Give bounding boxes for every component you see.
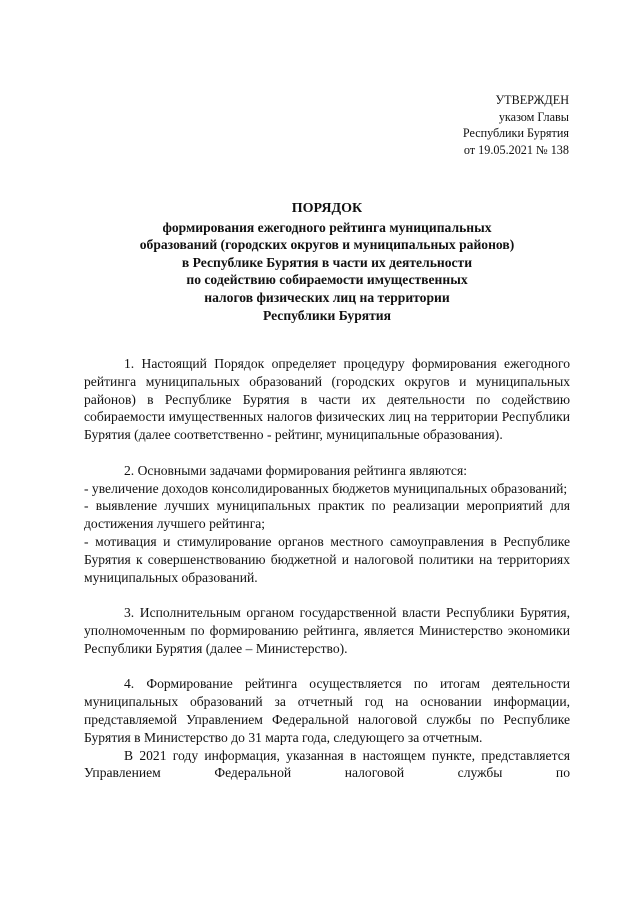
title-heading: ПОРЯДОК [291,201,363,216]
title-line: Республики Бурятия [262,307,391,323]
paragraph-4-continuation: В 2021 году информация, указанная в настоящем пункте, представляется Управлением Федеральной налоговой службы по [84,747,570,781]
title-line: налогов физических лиц на территории [204,289,450,305]
title-line: образований (городских округов и муниципальных районов) [139,237,515,253]
approval-decree: указом Главы [498,109,569,124]
title-line: в Республике Бурятия в части их деятельности [181,254,473,270]
paragraph-2-item-2: - выявление лучших муниципальных практик по реализации мероприятий для достижения лучшего рейтинга; [84,498,570,532]
document-body [84,355,570,782]
paragraph-4: 4. Формирование рейтинга осуществляется по итогам деятельности муниципальных образований за отчетный год на основании информации, представляемой Управлением Федеральной налоговой службы по Республике Бурятия в Министерство до 31 марта года, следующего за отчетным. [84,676,570,745]
paragraph-3: 3. Исполнительным органом государственной власти Республики Бурятия, уполномоченным по формированию рейтинга, является Министерство экономики Республики Бурятия (далее – Министерство). [84,605,570,656]
paragraph-1: 1. Настоящий Порядок определяет процедуру формирования ежегодного рейтинга муниципальных образований (городских округов и муниципальных районов) в Республике Бурятия в части их деятельности по содействию собираемости имущественных налогов физических лиц на территории Республики Бурятия (далее соответственно - рейтинг, муниципальные образования). [84,356,570,443]
document-title [84,200,570,324]
title-line: формирования ежегодного рейтинга муниципальных [162,219,492,235]
approval-date-number: от 19.05.2021 № 138 [463,142,569,157]
paragraph-2: 2. Основными задачами формирования рейтинга являются: [124,462,467,478]
title-line: по содействию собираемости имущественных [186,272,468,288]
paragraph-2-item-1: - увеличение доходов консолидированных бюджетов муниципальных образований; [84,480,568,496]
approval-authority: Республики Бурятия [462,126,569,140]
paragraph-2-item-3: - мотивация и стимулирование органов местного самоуправления в Республике Бурятия к совершенствованию бюджетной и налоговой политики на территориях муниципальных образований. [84,533,570,585]
approval-title: УТВЕРЖДЕН [495,93,569,107]
approval-stamp [463,92,569,158]
